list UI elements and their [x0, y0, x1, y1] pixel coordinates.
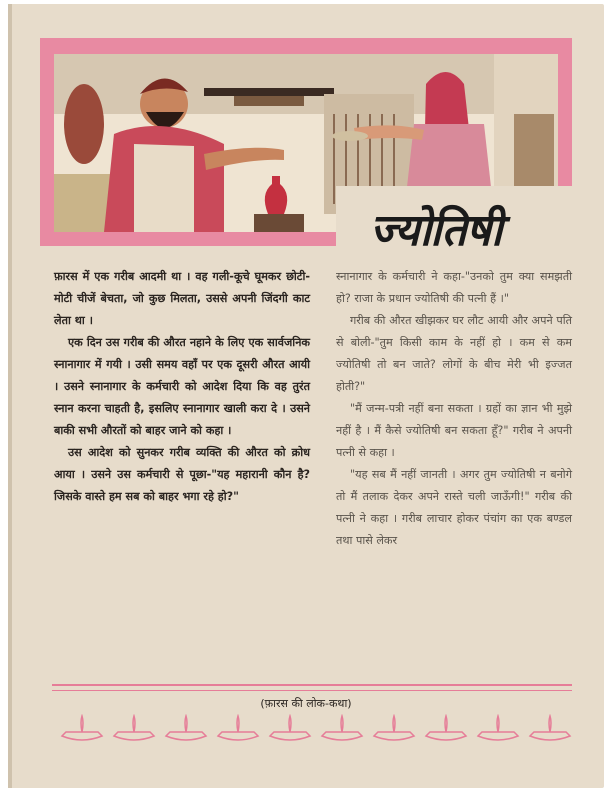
right-paragraph-2: गरीब की औरत खीझकर घर लौट आयी और अपने पति से बोली-"तुम किसी काम के नहीं हो । कम से कम ज्योतिषी तो बन जाते? लोगों के बीच मेरी भी इज्जत होती?" — [336, 314, 572, 393]
wall-shade — [54, 54, 558, 114]
footer-rule-top — [52, 684, 572, 686]
ceiling-beam — [204, 88, 334, 96]
left-paragraph-2: एक दिन उस गरीब की औरत नहाने के लिए एक सार्वजनिक स्नानागार में गयी । उसी समय वहाँ पर एक दूसरी औरत आयी । उसने स्नानागार के कर्मचारी को आदेश दिया कि वह तुरंत स्नान करना चाहती है, इसलिए स्नानागार खाली करा दे । उसने बाकी सभी औरतों को बाहर जाने को कहा । — [54, 336, 310, 437]
oil-lamp-icon — [114, 716, 154, 740]
story-title: ज्योतिषी — [370, 205, 502, 256]
header-illustration-frame — [40, 38, 572, 256]
oil-lamp-icon — [426, 716, 466, 740]
oil-lamp-icon — [62, 716, 102, 740]
hanging-sack — [64, 84, 104, 164]
oil-lamp-icon — [374, 716, 414, 740]
footer-caption: (फ़ारस की लोक-कथा) — [260, 697, 352, 710]
left-column — [54, 266, 310, 508]
page-edge — [8, 4, 12, 788]
right-shelf — [514, 114, 554, 194]
small-table — [254, 214, 304, 232]
right-column — [336, 266, 572, 552]
footer-rule-bottom — [52, 690, 572, 691]
left-paragraph-1: फ़ारस में एक गरीब आदमी था । वह गली-कूचे घूमकर छोटी-मोटी चीजें बेचता, जो कुछ मिलता, उससे अपनी जिंदगी काट लेता था । — [54, 270, 310, 327]
man-vest — [134, 144, 194, 232]
right-paragraph-1: स्नानागार के कर्मचारी ने कहा-"उनको तुम क्या समझती हो? राजा के प्रधान ज्योतिषी की पत्नी हैं ।" — [336, 270, 572, 305]
lamp-border — [52, 714, 572, 746]
magazine-page — [8, 4, 604, 788]
oil-lamp-icon — [166, 716, 206, 740]
hanging-basket — [234, 96, 304, 106]
held-dish — [332, 131, 368, 141]
oil-lamp-icon — [478, 716, 518, 740]
right-paragraph-3: "मैं जन्म-पत्री नहीं बना सकता । ग्रहों का ज्ञान भी मुझे नहीं है । मैं कैसे ज्योतिषी बन सकता हूँ?" गरीब ने अपनी पत्नी से कहा । — [336, 402, 572, 459]
oil-lamp-icon — [218, 716, 258, 740]
right-paragraph-4: "यह सब मैं नहीं जानती । अगर तुम ज्योतिषी न बनोगे तो मैं तलाक देकर अपने रास्ते चली जाऊँगी!" गरीब की पत्नी ने कहा । गरीब लाचार होकर पंचांग का एक बण्डल तथा पासे लेकर — [336, 468, 572, 547]
oil-lamp-icon — [270, 716, 310, 740]
oil-lamp-icon — [322, 716, 362, 740]
left-paragraph-3: उस आदेश को सुनकर गरीब व्यक्ति की औरत को क्रोध आया । उसने उस कर्मचारी से पूछा-"यह महारानी कौन है? जिसके वास्ते हम सब को बाहर भगा रहे हो?" — [54, 446, 310, 503]
oil-lamp-icon — [530, 716, 570, 740]
